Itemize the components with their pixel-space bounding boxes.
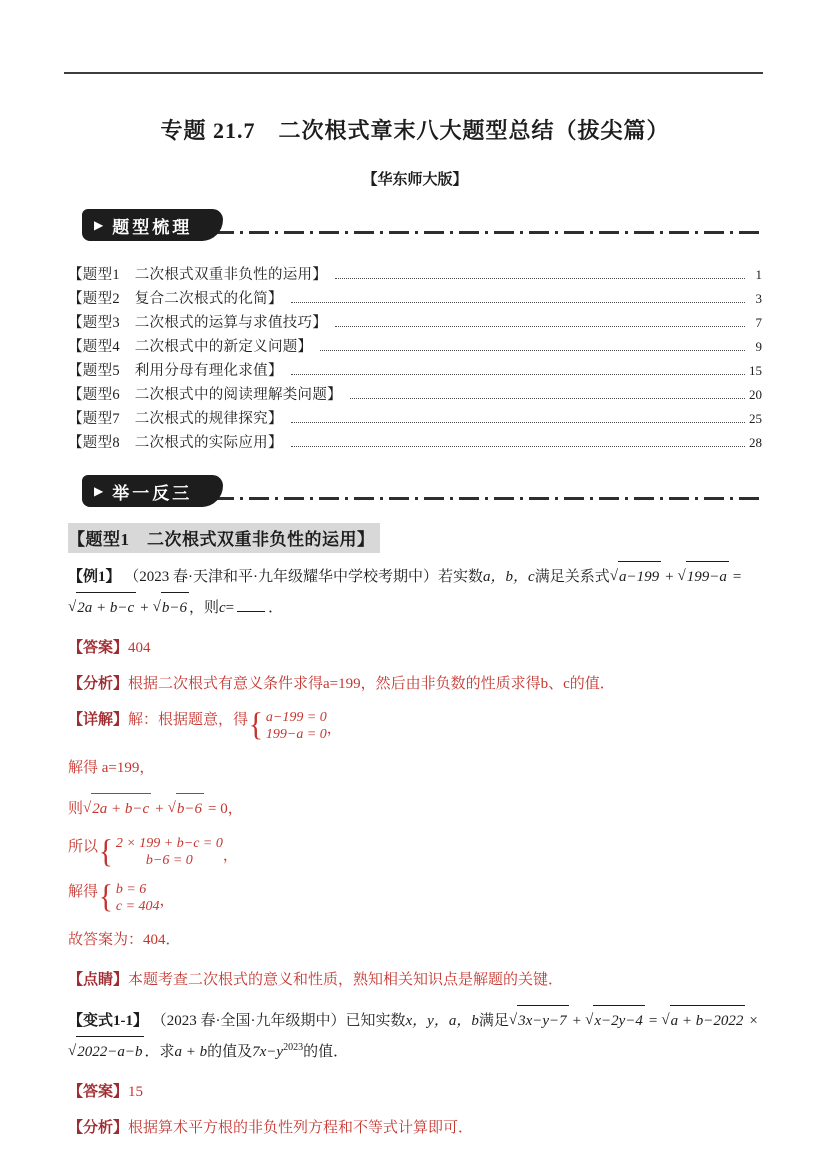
sqrt-sign: √ bbox=[68, 1042, 77, 1059]
example-text: 满足关系式 bbox=[534, 569, 610, 585]
radical bbox=[610, 561, 661, 592]
radicand: x−2y−4 bbox=[593, 1005, 645, 1036]
radical bbox=[153, 592, 189, 623]
radical bbox=[68, 592, 136, 623]
toc-page-number: 1 bbox=[755, 267, 762, 282]
toc-page-number: 20 bbox=[749, 387, 762, 402]
punctuation: ， bbox=[159, 893, 175, 909]
system-eq-top: a−199 = 0 bbox=[265, 709, 327, 725]
variant-text: 满足 bbox=[478, 1012, 509, 1029]
sqrt-sign: √ bbox=[661, 1011, 670, 1028]
solution-intro-text: 解：根据题意，得 bbox=[128, 712, 249, 728]
system-eq-bottom: c = 404 bbox=[115, 898, 160, 914]
sqrt-sign: √ bbox=[83, 799, 92, 816]
solution-step bbox=[68, 832, 762, 870]
variant-problem bbox=[68, 1005, 762, 1067]
solution-intro bbox=[68, 705, 762, 743]
radicand: a−199 bbox=[618, 561, 661, 592]
page-content bbox=[68, 0, 762, 1143]
answer-label: 【答案】 bbox=[68, 640, 129, 656]
operator: = bbox=[732, 569, 742, 585]
operator: + bbox=[572, 1012, 582, 1029]
toc-item[interactable] bbox=[68, 359, 762, 383]
answer-blank bbox=[237, 597, 265, 612]
radical bbox=[585, 1005, 645, 1036]
sqrt-sign: √ bbox=[152, 599, 161, 615]
banner-row-outline bbox=[82, 209, 762, 241]
toc-leader-dots bbox=[320, 350, 745, 351]
answer-value: 15 bbox=[128, 1083, 144, 1100]
punctuation: ， bbox=[326, 721, 342, 737]
toc-leader-dots bbox=[335, 278, 745, 279]
note-label: 【点睛】 bbox=[68, 971, 129, 988]
solution-step-text: = 0， bbox=[207, 800, 243, 817]
toc-item[interactable] bbox=[68, 383, 762, 407]
radicand: b−6 bbox=[176, 793, 204, 824]
answer-line bbox=[68, 633, 762, 663]
toc-item[interactable] bbox=[68, 311, 762, 335]
variant-text: 的值． bbox=[303, 1043, 349, 1060]
example-text: = bbox=[225, 600, 235, 616]
solution-step bbox=[68, 877, 762, 915]
toc-leader-dots bbox=[335, 326, 745, 327]
radical bbox=[661, 1005, 745, 1036]
sqrt-sign: √ bbox=[677, 568, 686, 584]
radical bbox=[678, 561, 729, 592]
outline-banner-label: 题型梳理 bbox=[112, 217, 193, 237]
math-vars: a，b，c bbox=[483, 569, 535, 585]
dash-dot-divider bbox=[214, 497, 762, 500]
note-text: 本题考查二次根式的意义和性质，熟知相关知识点是解题的关键． bbox=[128, 971, 564, 988]
radicand: 2022−a−b bbox=[76, 1036, 144, 1067]
page-title: 专题 21.7 二次根式章末八大题型总结（拔尖篇） bbox=[160, 118, 670, 143]
analysis-text: 根据算术平方根的非负性列方程和不等式计算即可． bbox=[128, 1119, 474, 1136]
radicand: 199−a bbox=[686, 561, 729, 592]
toc-page-number: 7 bbox=[755, 315, 762, 330]
operator: = bbox=[648, 1012, 658, 1029]
math-exponent: 2023 bbox=[283, 1041, 304, 1053]
radical bbox=[83, 793, 151, 824]
variant-text: 已知实数 bbox=[345, 1012, 406, 1029]
radicand: a + b−2022 bbox=[670, 1005, 746, 1036]
answer-value: 404 bbox=[128, 640, 151, 656]
radicand: 3x−y−7 bbox=[517, 1005, 569, 1036]
table-of-contents bbox=[68, 263, 762, 455]
toc-item-label[interactable]: 【题型2 复合二次根式的化简】 bbox=[68, 291, 283, 307]
solution-conclusion-text: 故答案为：404． bbox=[68, 931, 181, 948]
radicand: 2a + b−c bbox=[91, 793, 151, 824]
banner-row-practice bbox=[82, 475, 762, 507]
analysis-text: 根据二次根式有意义条件求得a=199，然后由非负数的性质求得b、c的值． bbox=[128, 676, 615, 692]
example-text: ． bbox=[268, 600, 284, 616]
section-heading: 【题型1 二次根式双重非负性的运用】 bbox=[68, 523, 380, 553]
toc-page-number: 15 bbox=[749, 363, 762, 378]
operator: + bbox=[155, 800, 164, 817]
radicand: 2a + b−c bbox=[76, 592, 136, 623]
brace-glyph: { bbox=[248, 707, 264, 743]
system-eq-bottom: 199−a = 0 bbox=[265, 726, 327, 742]
play-icon: ▶ bbox=[94, 218, 104, 232]
analysis-line bbox=[68, 669, 762, 699]
system-eq-bottom: b−6 = 0 bbox=[145, 853, 193, 868]
toc-leader-dots bbox=[291, 302, 745, 303]
analysis-label: 【分析】 bbox=[68, 676, 129, 692]
toc-item-label[interactable]: 【题型6 二次根式中的阅读理解类问题】 bbox=[68, 387, 342, 403]
answer-line bbox=[68, 1077, 762, 1107]
toc-leader-dots bbox=[350, 398, 745, 399]
analysis-label: 【分析】 bbox=[68, 1119, 129, 1136]
sqrt-sign: √ bbox=[68, 599, 77, 615]
variant-text: ．求 bbox=[144, 1043, 175, 1060]
example-text: 若实数 bbox=[438, 569, 484, 585]
toc-item[interactable] bbox=[68, 335, 762, 359]
radical bbox=[68, 1036, 144, 1067]
radical bbox=[509, 1005, 569, 1036]
system-eq-top: 2 × 199 + b−c = 0 bbox=[115, 836, 223, 851]
equation-system bbox=[248, 709, 327, 743]
banner-tail-shape bbox=[191, 209, 223, 241]
dash-dot-divider bbox=[214, 231, 762, 234]
solution-step-text: 则 bbox=[68, 800, 84, 817]
toc-item-label[interactable]: 【题型4 二次根式中的新定义问题】 bbox=[68, 339, 313, 355]
practice-banner bbox=[82, 475, 206, 507]
toc-item-label[interactable]: 【题型8 二次根式的实际应用】 bbox=[68, 435, 283, 451]
math-expr: a + b bbox=[174, 1043, 208, 1060]
example-problem bbox=[68, 561, 762, 623]
toc-item-label[interactable]: 【题型5 利用分母有理化求值】 bbox=[68, 363, 283, 379]
toc-leader-dots bbox=[291, 446, 745, 447]
toc-item-label[interactable]: 【题型7 二次根式的规律探究】 bbox=[68, 411, 283, 427]
note-line bbox=[68, 965, 762, 995]
practice-banner-label: 举一反三 bbox=[112, 483, 193, 503]
equation-system bbox=[98, 881, 160, 915]
toc-leader-dots bbox=[291, 422, 745, 423]
math-expr: 7x−y bbox=[252, 1043, 284, 1060]
operator: + bbox=[665, 569, 674, 585]
solution-step bbox=[68, 753, 762, 783]
example-source: （2023 春·天津和平·九年级耀华中学校考期中） bbox=[124, 569, 439, 585]
toc-item[interactable] bbox=[68, 287, 762, 311]
radical bbox=[168, 793, 204, 824]
toc-leader-dots bbox=[291, 374, 745, 375]
solution-step-text: 所以 bbox=[68, 838, 99, 855]
system-eq-top: b = 6 bbox=[115, 881, 147, 897]
brace-glyph: { bbox=[98, 833, 114, 870]
punctuation: ， bbox=[222, 847, 238, 864]
toc-item-label[interactable]: 【题型3 二次根式的运算与求值技巧】 bbox=[68, 315, 328, 331]
example-label: 【例1】 bbox=[68, 569, 121, 585]
solution-conclusion bbox=[68, 925, 762, 955]
toc-page-number: 9 bbox=[755, 339, 762, 354]
math-vars: x，y，a，b bbox=[405, 1012, 479, 1029]
variant-label: 【变式1-1】 bbox=[68, 1012, 148, 1029]
toc-page-number: 28 bbox=[749, 435, 762, 450]
sqrt-sign: √ bbox=[609, 568, 618, 584]
toc-item[interactable] bbox=[68, 407, 762, 431]
radicand: b−6 bbox=[161, 592, 189, 623]
solution-step-text: 解得 a=199， bbox=[68, 759, 155, 776]
brace-glyph: { bbox=[98, 879, 114, 915]
equation-system bbox=[98, 835, 223, 869]
sqrt-sign: √ bbox=[508, 1011, 518, 1028]
variant-source: （2023 春·全国·九年级期中） bbox=[151, 1012, 346, 1029]
banner-tail-shape bbox=[191, 475, 223, 507]
toc-item[interactable] bbox=[68, 431, 762, 455]
toc-page-number: 3 bbox=[755, 291, 762, 306]
edition-label: 【华东师大版】 bbox=[362, 172, 468, 188]
variant-text: 的值及 bbox=[207, 1043, 253, 1060]
operator: × bbox=[749, 1012, 758, 1029]
sqrt-sign: √ bbox=[585, 1011, 594, 1028]
solution-step-text: 解得 bbox=[68, 884, 99, 900]
answer-label: 【答案】 bbox=[68, 1083, 129, 1100]
operator: + bbox=[140, 600, 149, 616]
sqrt-sign: √ bbox=[167, 799, 176, 816]
math-var: c bbox=[218, 600, 226, 616]
solution-step bbox=[68, 793, 762, 824]
example-text: ，则 bbox=[188, 600, 219, 616]
analysis-line bbox=[68, 1113, 762, 1143]
play-icon: ▶ bbox=[94, 484, 104, 498]
toc-page-number: 25 bbox=[749, 411, 762, 426]
toc-item-label[interactable]: 【题型1 二次根式双重非负性的运用】 bbox=[68, 267, 328, 283]
toc-item[interactable] bbox=[68, 263, 762, 287]
solution-label: 【详解】 bbox=[68, 712, 129, 728]
outline-banner bbox=[82, 209, 206, 241]
